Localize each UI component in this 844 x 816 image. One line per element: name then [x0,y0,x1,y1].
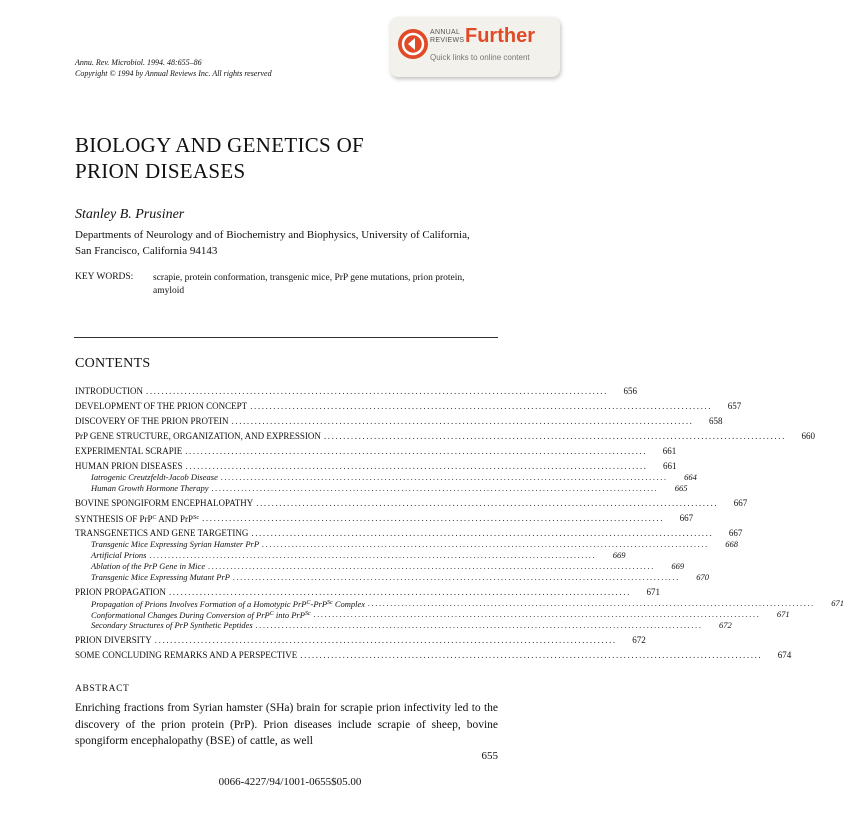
toc-leader-dots: ........................................................................................................................ [202,513,665,523]
logo-line1: ANNUAL [430,29,461,36]
citation-line1: Annu. Rev. Microbiol. 1994. 48:655–86 [75,58,202,67]
keywords-label: KEY WORDS: [75,272,134,282]
toc-entry-page: 671 [831,598,844,608]
toc-leader-dots: ........................................................................................................................ [313,609,761,619]
toc-leader-dots: ........................................................................................................................ [149,550,597,560]
toc-leader-dots: ........................................................................................................................ [154,635,617,645]
toc-entry [75,634,646,646]
toc-leader-dots: ........................................................................................................................ [168,587,631,597]
toc-entry-page: 671 [776,609,790,619]
toc-leader-dots: ........................................................................................................................ [185,461,648,471]
toc-leader-dots: ........................................................................................................................ [208,561,656,571]
contents-heading: CONTENTS [75,356,151,371]
toc-entry-title: TRANSGENETICS AND GENE TARGETING [75,528,249,538]
abstract-heading: ABSTRACT [75,684,130,694]
toc-entry-page: 664 [684,472,697,482]
toc-entry [75,586,660,598]
toc-entry [75,512,694,524]
toc-entry-page: 658 [709,416,723,426]
keywords-text: scrapie, protein conformation, transgenic mice, PrP gene mutations, prion protein, amyloid [153,273,465,296]
toc-entry [75,550,626,561]
toc-entry [75,460,677,472]
annual-reviews-logo [430,29,464,45]
toc-entry-page: 661 [663,461,677,471]
toc-entry-title: SOME CONCLUDING REMARKS AND A PERSPECTIVE [75,650,298,660]
citation-line2: Copyright © 1994 by Annual Reviews Inc. All rights reserved [75,69,272,78]
article-title [75,132,364,184]
toc-entry-page: 665 [674,483,688,493]
toc-entry-title: Conformational Changes During Conversion of PrP$^C$ into PrP$^{Sc}$ [91,610,311,620]
toc-leader-dots: ........................................................................................................................ [251,528,714,538]
toc-leader-dots: ........................................................................................................................ [231,416,694,426]
toc-entry [75,620,732,631]
further-subtitle: Quick links to online content [430,53,530,62]
divider [74,337,498,338]
footer-code: 0066-4227/94/1001-0655$05.00 [218,776,362,788]
toc-entry [75,649,792,661]
toc-entry-title: DISCOVERY OF THE PRION PROTEIN [75,416,229,426]
abstract-text: Enriching fractions from Syrian hamster (SHa) brain for scrapie prion infectivity led to the discovery of the prion protein (PrP). Prion diseases include scrapie of sheep, bovine spongiform encephalopathy (BSE) of cattle, as well [75,702,498,747]
toc-leader-dots: ........................................................................................................................ [250,401,713,411]
toc-entry-page: 668 [725,539,739,549]
toc-leader-dots: ........................................................................................................................ [255,620,703,630]
further-banner[interactable] [390,17,560,77]
toc-leader-dots: ........................................................................................................................ [211,483,659,493]
toc-entry-page: 672 [718,620,732,630]
toc-entry-title: Artificial Prions [91,550,147,560]
toc-entry-page: 670 [696,572,709,582]
toc-entry-title: DEVELOPMENT OF THE PRION CONCEPT [75,401,248,411]
toc-entry [75,572,709,583]
toc-leader-dots: ........................................................................................................................ [232,572,680,582]
play-icon [398,29,428,59]
toc-entry [75,385,637,397]
toc-leader-dots: ........................................................................................................................ [262,539,710,549]
toc-entry-title: Human Growth Hormone Therapy [91,483,209,493]
toc-entry [75,561,685,572]
toc-entry-title: BOVINE SPONGIFORM ENCEPHALOPATHY [75,498,254,508]
toc-entry-page: 656 [623,386,637,396]
title-line2: PRION DISEASES [75,159,246,183]
page-number: 655 [481,750,498,762]
toc-entry-title: Propagation of Prions Involves Formation of a Homotypic PrP$^C$-PrP$^{Sc}$ Complex [91,599,366,609]
toc-entry [75,609,790,620]
toc-entry-title: INTRODUCTION [75,386,143,396]
toc-entry-page: 669 [671,561,685,571]
toc-entry-title: Transgenic Mice Expressing Mutant PrP [91,572,230,582]
toc-leader-dots: ........................................................................................................................ [256,498,719,508]
toc-entry-title: PRION PROPAGATION [75,587,166,597]
toc-entry [75,400,742,412]
toc-entry-page: 667 [733,498,748,508]
toc-leader-dots: ........................................................................................................................ [368,598,816,608]
toc-entry-page: 667 [679,513,694,523]
toc-entry-title: Transgenic Mice Expressing Syrian Hamster PrP [91,539,260,549]
toc-entry-page: 657 [727,401,742,411]
title-line1: BIOLOGY AND GENETICS OF [75,133,365,157]
toc-entry [75,415,723,427]
toc-entry [75,483,688,494]
toc-entry-title: SYNTHESIS OF PrP$^C$ AND PrP$^{Sc}$ [75,514,200,524]
further-label: Further [465,25,535,47]
toc-entry-title: Iatrogenic Creutzfeldt-Jacob Disease [91,472,218,482]
toc-leader-dots: ........................................................................................................................ [146,386,608,396]
toc-leader-dots: ........................................................................................................................ [300,650,763,660]
toc-entry-title: EXPERIMENTAL SCRAPIE [75,446,183,456]
toc-entry-page: 661 [662,446,677,456]
table-of-contents [75,385,844,661]
logo-line2: REVIEWS [430,37,465,44]
toc-entry-page: 674 [777,650,792,660]
toc-entry [75,445,677,457]
toc-entry-title: Secondary Structures of PrP Synthetic Peptides [91,620,253,630]
toc-leader-dots: ........................................................................................................................ [185,446,648,456]
toc-entry [75,539,739,550]
toc-entry-title: Ablation of the PrP Gene in Mice [91,561,206,571]
toc-entry-page: 667 [728,528,743,538]
toc-leader-dots: ........................................................................................................................ [220,472,668,482]
toc-entry [75,472,697,483]
toc-leader-dots: ........................................................................................................................ [323,431,786,441]
toc-entry-title: PrP GENE STRUCTURE, ORGANIZATION, AND EXPRESSION [75,431,321,441]
author-name: Stanley B. Prusiner [75,207,185,222]
toc-entry [75,430,815,442]
toc-entry [75,598,844,609]
toc-entry-page: 671 [646,587,660,597]
toc-entry-page: 672 [632,635,646,645]
toc-entry-title: HUMAN PRION DISEASES [75,461,183,471]
toc-entry-title: PRION DIVERSITY [75,635,152,645]
toc-entry [75,497,748,509]
toc-entry-page: 660 [801,431,815,441]
toc-entry-page: 669 [612,550,626,560]
toc-entry [75,527,743,539]
author-affiliation: Departments of Neurology and of Biochemistry and Biophysics, University of California, San Francisco, California 94143 [75,229,470,257]
